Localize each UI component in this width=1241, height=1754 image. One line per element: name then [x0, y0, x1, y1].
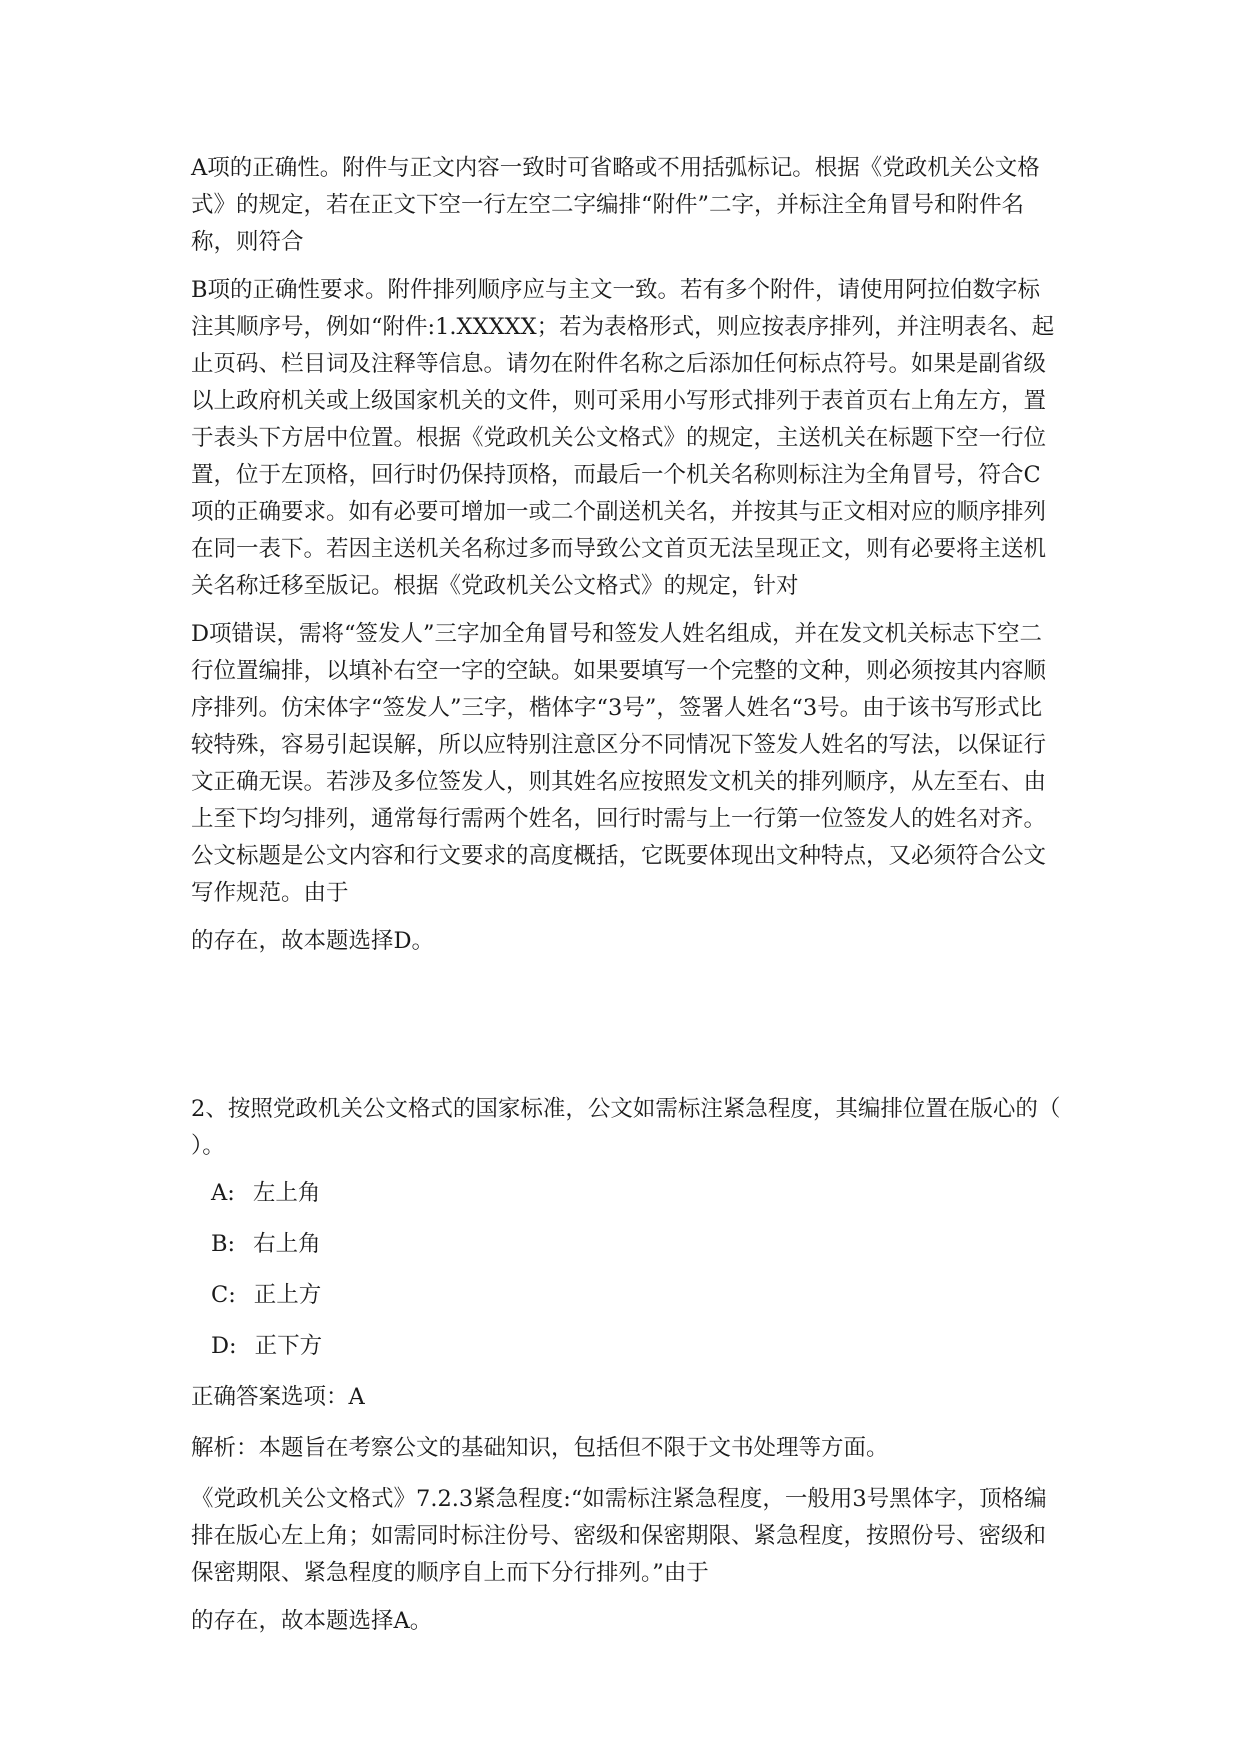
correct-answer: 正确答案选项：A	[191, 1384, 365, 1410]
option-b-text: 右上角	[253, 1231, 321, 1257]
option-a-text: 左上角	[252, 1180, 321, 1206]
option-c-letter: C:	[211, 1282, 236, 1308]
analysis-text: 解析：本题旨在考察公文的基础知识，包括但不限于文书处理等方面。	[191, 1435, 889, 1461]
option-a-letter: A:	[211, 1180, 235, 1206]
option-c-text: 正上方	[253, 1282, 322, 1308]
option-a	[211, 1175, 1061, 1212]
option-d-text: 正下方	[254, 1333, 323, 1359]
explanation-paragraph-a: A项的正确性。附件与正文内容一致时可省略或不用括弧标记。根据《党政机关公文格式》的规定，若在正文下空一行左空二字编排“附件”二字，并标注全角冒号和附件名称，则符合	[191, 155, 1040, 255]
question-stem: 2、按照党政机关公文格式的国家标准，公文如需标注紧急程度，其编排位置在版心的（ ）。	[191, 1096, 1061, 1159]
explanation-paragraph-b: B项的正确性要求。附件排列顺序应与主文一致。若有多个附件，请使用阿拉伯数字标注其顺序号，例如“附件:1.XXXXX；若为表格形式，则应按表序排列，并注明表名、起止页码、栏目词及注释等信息。请勿在附件名称之后添加任何标点符号。如果是副省级以上政府机关或上级国家机关的文件，则可采用小写形式排列于表首页右上角左方，置于表头下方居中位置。根据《党政机关公文格式》的规定，主送机关在标题下空一行位置，位于左顶格，回行时仍保持顶格，而最后一个机关名称则标注为全角冒号，符合C项的正确要求。如有必要可增加一或二个副送机关名，并按其与正文相对应的顺序排列在同一表下。若因主送机关名称过多而导致公文首页无法呈现正文，则有必要将主送机关名称迁移至版记。根据《党政机关公文格式》的规定，针对	[191, 277, 1055, 599]
option-d-letter: D:	[211, 1333, 237, 1359]
reference-text: 《党政机关公文格式》7.2.3紧急程度:“如需标注紧急程度，一般用3号黑体字，顶格编排在版心左上角；如需同时标注份号、密级和保密期限、紧急程度，按照份号、密级和保密期限、紧急程度的顺序自上而下分行排列。”由于	[191, 1486, 1047, 1586]
option-b-letter: B:	[211, 1231, 236, 1257]
question-conclusion: 的存在，故本题选择A。	[191, 1608, 433, 1634]
explanation-paragraph-d: D项错误，需将“签发人”三字加全角冒号和签发人姓名组成，并在发文机关标志下空二行位置编排，以填补右空一字的空缺。如果要填写一个完整的文种，则必须按其内容顺序排列。仿宋体字“签发人”三字，楷体字“3号”，签署人姓名“3号。由于该书写形式比较特殊，容易引起误解，所以应特别注意区分不同情况下签发人姓名的写法，以保证行文正确无误。若涉及多位签发人，则其姓名应按照发文机关的排列顺序，从左至右、由上至下均匀排列，通常每行需两个姓名，回行时需与上一行第一位签发人的姓名对齐。公文标题是公文内容和行文要求的高度概括，它既要体现出文种特点，又必须符合公文写作规范。由于	[191, 621, 1047, 906]
option-c	[211, 1277, 1061, 1314]
option-d	[211, 1328, 1061, 1365]
document-body	[191, 150, 1061, 1651]
option-b	[211, 1226, 1061, 1263]
explanation-conclusion: 的存在，故本题选择D。	[191, 928, 435, 954]
section-spacer	[191, 971, 1061, 1091]
